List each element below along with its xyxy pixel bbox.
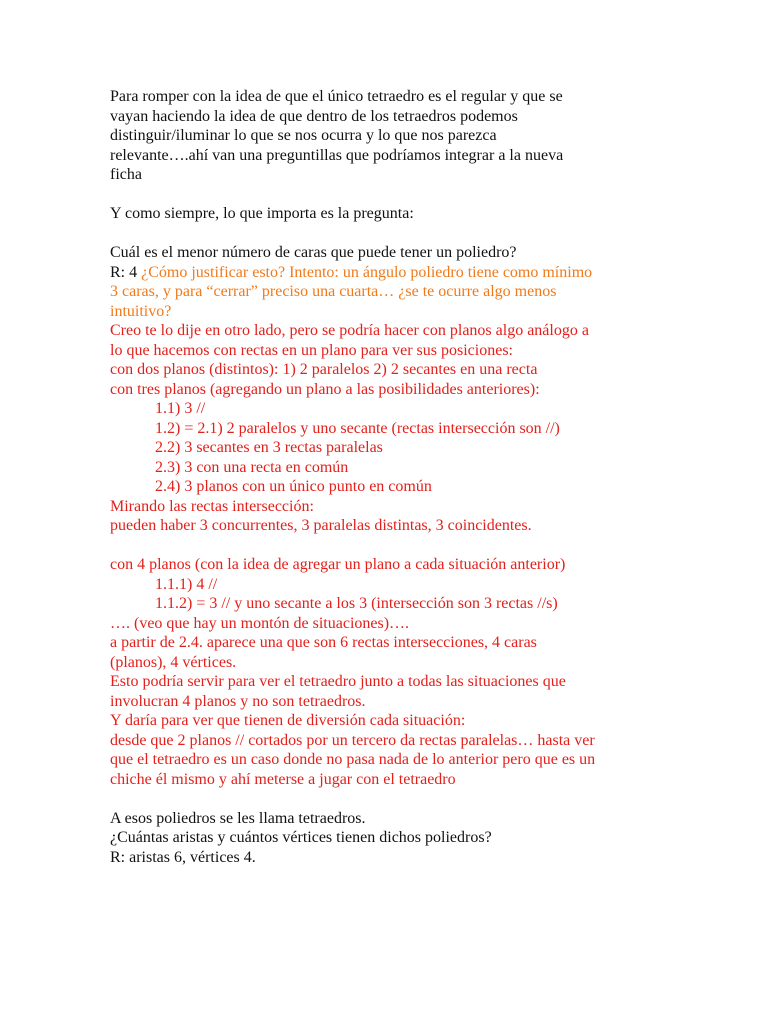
text-line: distinguir/iluminar lo que se nos ocurra y lo que nos parezca <box>110 127 497 144</box>
red-line: chiche él mismo y ahí meterse a jugar con el tetraedro <box>110 770 456 788</box>
red-line: Esto podría servir para ver el tetraedro junto a todas las situaciones que <box>110 673 566 690</box>
question-1: Cuál es el menor número de caras que puede tener un poliedro? <box>110 244 517 261</box>
orange-comment-line: intuitivo? <box>110 302 172 320</box>
intersections-line: pueden haber 3 concurrentes, 3 paralelas distintas, 3 coincidentes. <box>110 517 532 534</box>
text-line: ¿Cuántas aristas y cuántos vértices tienen dichos poliedros? <box>110 829 492 846</box>
red-line: …. (veo que hay un montón de situaciones)…. <box>110 614 410 632</box>
intersections-line: Mirando las rectas intersección: <box>110 497 314 515</box>
text-line: Para romper con la idea de que el único tetraedro es el regular y que se <box>110 88 563 105</box>
four-planes-line: con 4 planos (con la idea de agregar un plano a cada situación anterior) <box>110 556 566 573</box>
red-line: desde que 2 planos // cortados por un tercero da rectas paralelas… hasta ver <box>110 731 595 749</box>
red-line: a partir de 2.4. aparece una que son 6 rectas intersecciones, 4 caras <box>110 634 537 651</box>
case-line: 1.1.2) = 3 // y uno secante a los 3 (intersección son 3 rectas //s) <box>155 595 558 612</box>
orange-comment-line: 3 caras, y para “cerrar” preciso una cuarta… ¿se te ocurre algo menos <box>110 283 557 300</box>
two-planes-line: con dos planos (distintos): 1) 2 paralelos 2) 2 secantes en una recta <box>110 361 538 378</box>
lead-line: Y como siempre, lo que importa es la pregunta: <box>110 205 414 222</box>
case-line: 2.3) 3 con una recta en común <box>155 458 349 476</box>
text-line: relevante….ahí van una preguntillas que podríamos integrar a la nueva <box>110 146 564 164</box>
three-planes-line: con tres planos (agregando un plano a las posibilidades anteriores): <box>110 380 540 398</box>
red-line: involucran 4 planos y no son tetraedros. <box>110 692 366 710</box>
red-line: que el tetraedro es un caso donde no pasa nada de lo anterior pero que es un <box>110 751 596 768</box>
case-line: 1.1) 3 // <box>155 400 206 417</box>
text-line: vayan haciendo la idea de que dentro de los tetraedros podemos <box>110 107 518 125</box>
orange-comment-line: ¿Cómo justificar esto? Intento: un ángulo poliedro tiene como mínimo <box>141 263 593 281</box>
answer-1-prefix: R: 4 <box>110 263 142 281</box>
red-line: (planos), 4 vértices. <box>110 653 237 671</box>
document-page <box>110 87 665 867</box>
text-line: R: aristas 6, vértices 4. <box>110 848 256 866</box>
text-line: A esos poliedros se les llama tetraedros. <box>110 809 366 827</box>
case-line: 2.4) 3 planos con un único punto en común <box>155 478 432 495</box>
red-comment-block <box>110 321 665 789</box>
case-line: 1.1.1) 4 // <box>155 575 218 593</box>
closing-paragraph <box>110 809 665 868</box>
red-line: Y daría para ver que tienen de diversión cada situación: <box>110 712 466 729</box>
answer-1 <box>110 263 665 283</box>
red-line: Creo te lo dije en otro lado, pero se podría hacer con planos algo análogo a <box>110 322 589 339</box>
case-line: 2.2) 3 secantes en 3 rectas paralelas <box>155 439 383 456</box>
red-line: lo que hacemos con rectas en un plano para ver sus posiciones: <box>110 341 513 359</box>
case-line: 1.2) = 2.1) 2 paralelos y uno secante (rectas intersección son //) <box>155 419 560 437</box>
intro-paragraph <box>110 87 665 185</box>
text-line: ficha <box>110 166 142 183</box>
